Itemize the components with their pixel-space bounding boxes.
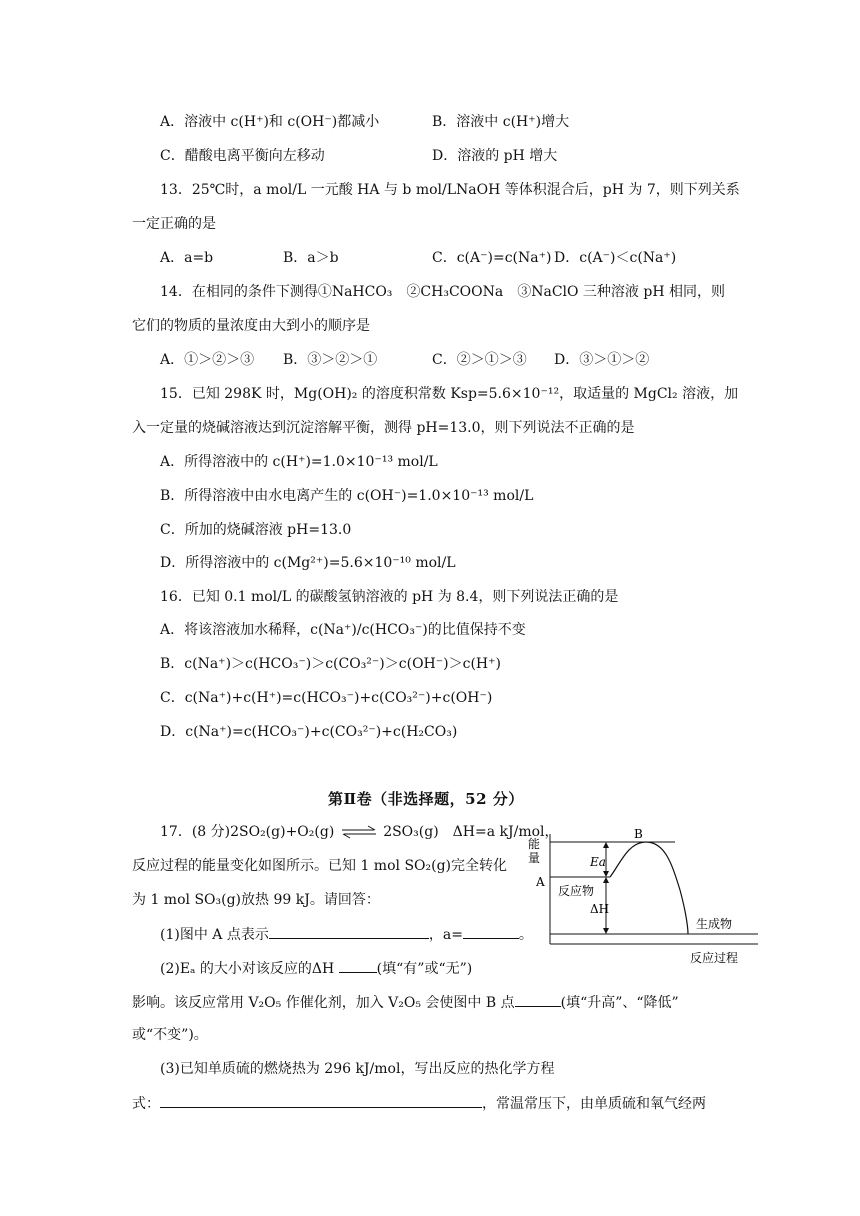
point-b-label: B: [634, 827, 643, 841]
q15-stem-line2: 入一定量的烧碱溶液达到沉淀溶解平衡，测得 pH=13.0，则下列说法不正确的是: [132, 420, 635, 436]
q17-sub2-line2-text-2: (填“升高”、“降低”: [560, 995, 679, 1011]
ea-arrow-head-up: [603, 842, 609, 848]
q17-sub2-line3: 或“不变”)。: [132, 1027, 208, 1043]
q14-stem-line1: 14．在相同的条件下测得①NaHCO₃ ②CH₃COONa ③NaClO 三种溶液 pH 相同，则: [160, 284, 726, 300]
q17-sub1-text: (1)图中 A 点表示: [160, 927, 269, 943]
q17-sub3-line1: (3)已知单质硫的燃烧热为 296 kJ/mol，写出反应的热化学方程: [160, 1061, 555, 1077]
q17-sub1: [160, 924, 533, 945]
q17-sub1-text-3: 。: [518, 927, 533, 943]
q17-sub3-line2: [132, 1093, 706, 1114]
q16-option-a: A．将该溶液加水稀释，c(Na⁺)/c(HCO₃⁻)的比值保持不变: [160, 622, 526, 638]
q16-option-c: C．c(Na⁺)+c(H⁺)=c(HCO₃⁻)+c(CO₃²⁻)+c(OH⁻): [160, 690, 493, 706]
energy-diagram: [520, 824, 770, 970]
q17-equation-right: 2SO₃(g) ΔH=a kJ/mol，: [383, 824, 559, 840]
q17-sub2: [160, 958, 472, 979]
q17-sub2-line2: [132, 992, 679, 1013]
q17-sub3-text-2: ，常温常压下，由单质硫和氧气经两: [482, 1096, 706, 1112]
q12-option-c: C．醋酸电离平衡向左移动: [160, 148, 325, 164]
q13-stem-line2: 一定正确的是: [132, 216, 216, 232]
ea-label: Ea: [590, 855, 606, 869]
ea-arrow-head-down: [603, 871, 609, 877]
q17-sub2-text: (2)Eₐ 的大小对该反应的ΔH: [160, 961, 339, 977]
reaction-curve: [610, 842, 688, 934]
y-axis-label-1: 能: [528, 837, 541, 851]
point-a-label: A: [536, 875, 545, 889]
dh-label: ΔH: [590, 902, 610, 916]
dh-arrow-head-up: [603, 877, 609, 883]
q17-sub3-blank[interactable]: [160, 1093, 482, 1108]
q17-sub1-blank-2[interactable]: [463, 924, 519, 939]
x-axis-label: 反应过程: [690, 951, 739, 965]
q17-sub2-line2-text: 影响。该反应常用 V₂O₅ 作催化剂，加入 V₂O₅ 会使图中 B 点: [132, 995, 515, 1011]
q14-option-b: B．③＞②＞①: [283, 352, 378, 368]
q17-stem-line3: 为 1 mol SO₃(g)放热 99 kJ。请回答：: [132, 892, 380, 908]
q12-option-d: D．溶液的 pH 增大: [432, 148, 558, 164]
q17-stem-line2: 反应过程的能量变化如图所示。已知 1 mol SO₂(g)完全转化: [132, 858, 508, 874]
reactant-label: 反应物: [558, 884, 595, 898]
q14-option-d: D．③＞①＞②: [554, 352, 650, 368]
reversible-arrow-icon: [340, 825, 378, 839]
q17-stem-line1: [160, 822, 559, 842]
q17-sub1-blank-1[interactable]: [269, 924, 429, 939]
q17-sub3-text: 式：: [132, 1096, 160, 1112]
q15-stem-line1: 15．已知 298K 时，Mg(OH)₂ 的溶度积常数 Ksp=5.6×10⁻¹²，取适量的 MgCl₂ 溶液，加: [160, 386, 739, 402]
q17-sub2-text-2: (填“有”或“无”): [376, 961, 473, 977]
q13-option-c: C．c(A⁻)=c(Na⁺): [432, 250, 552, 266]
q14-stem-line2: 它们的物质的量浓度由大到小的顺序是: [132, 318, 370, 334]
q16-option-d: D．c(Na⁺)=c(HCO₃⁻)+c(CO₃²⁻)+c(H₂CO₃): [160, 724, 458, 740]
q17-sub1-text-2: ，a=: [428, 927, 463, 943]
q13-stem-line1: 13．25℃时，a mol/L 一元酸 HA 与 b mol/LNaOH 等体积混合后，pH 为 7，则下列关系: [160, 182, 740, 198]
q17-sub2-blank-2[interactable]: [515, 992, 561, 1007]
q16-stem-line1: 16．已知 0.1 mol/L 的碳酸氢钠溶液的 pH 为 8.4，则下列说法正确的是: [160, 589, 619, 605]
q12-option-b: B．溶液中 c(H⁺)增大: [432, 114, 570, 130]
y-axis-label-2: 量: [528, 851, 541, 865]
q12-option-a: A．溶液中 c(H⁺)和 c(OH⁻)都减小: [160, 114, 380, 130]
dh-arrow-head-down: [603, 928, 609, 934]
product-label: 生成物: [696, 917, 733, 931]
q14-option-c: C．②＞①＞③: [432, 352, 527, 368]
q15-option-a: A．所得溶液中的 c(H⁺)=1.0×10⁻¹³ mol/L: [160, 454, 438, 470]
q15-option-d: D．所得溶液中的 c(Mg²⁺)=5.6×10⁻¹⁰ mol/L: [160, 555, 456, 571]
q15-option-c: C．所加的烧碱溶液 pH=13.0: [160, 522, 352, 538]
q17-sub2-blank-1[interactable]: [339, 958, 377, 973]
q15-option-b: B．所得溶液中由水电离产生的 c(OH⁻)=1.0×10⁻¹³ mol/L: [160, 488, 534, 504]
q17-equation-left: 17．(8 分)2SO₂(g)+O₂(g): [160, 824, 335, 840]
q13-option-b: B．a＞b: [283, 250, 339, 266]
q14-option-a: A．①＞②＞③: [160, 352, 255, 368]
q13-option-d: D．c(A⁻)＜c(Na⁺): [554, 250, 677, 266]
q13-option-a: A．a=b: [160, 250, 214, 266]
section-2-title: 第Ⅱ卷（非选择题，52 分）: [328, 790, 524, 808]
q16-option-b: B．c(Na⁺)＞c(HCO₃⁻)＞c(CO₃²⁻)＞c(OH⁻)＞c(H⁺): [160, 656, 501, 672]
